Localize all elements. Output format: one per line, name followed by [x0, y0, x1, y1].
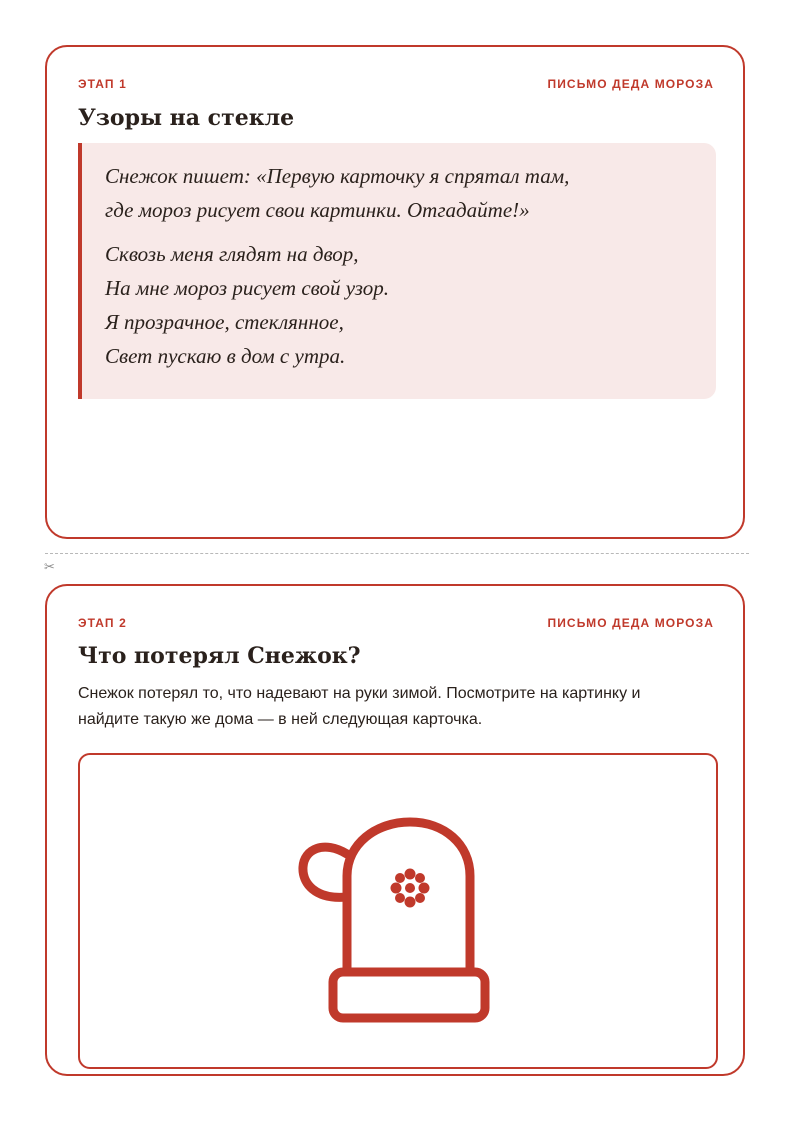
stage-1-card — [45, 45, 745, 539]
description-line: найдите такую же дома — в ней следующая карточка. — [78, 711, 483, 728]
description-line: Снежок потерял то, что надевают на руки зимой. Посмотрите на картинку и — [78, 685, 641, 702]
card-description — [78, 681, 718, 733]
riddle-line: На мне мороз рисует свой узор. — [105, 276, 389, 300]
riddle-line: Я прозрачное, стеклянное, — [105, 310, 344, 334]
riddle-line: Свет пускаю в дом с утра. — [105, 344, 346, 368]
quote-intro-line: Снежок пишет: «Первую карточку я спрятал там, — [105, 164, 570, 188]
riddle-line: Сквозь меня глядят на двор, — [105, 242, 359, 266]
card-title: Что потерял Снежок? — [78, 643, 361, 669]
brand-label: ПИСЬМО ДЕДА МОРОЗА — [547, 616, 714, 630]
card-title: Узоры на стекле — [78, 105, 295, 131]
mitten-icon — [80, 755, 716, 1067]
picture-frame — [78, 753, 718, 1069]
cut-line — [45, 553, 749, 554]
quote-intro — [105, 159, 696, 227]
quote-intro-line: где мороз рисует свои картинки. Отгадайте!» — [105, 198, 530, 222]
stage-label: ЭТАП 2 — [78, 616, 127, 630]
stage-2-card — [45, 584, 745, 1076]
stage-label: ЭТАП 1 — [78, 77, 127, 91]
riddle-quote — [78, 143, 716, 399]
scissors-icon: ✂ — [44, 560, 55, 575]
card-header — [78, 77, 714, 91]
brand-label: ПИСЬМО ДЕДА МОРОЗА — [547, 77, 714, 91]
card-header — [78, 616, 714, 630]
